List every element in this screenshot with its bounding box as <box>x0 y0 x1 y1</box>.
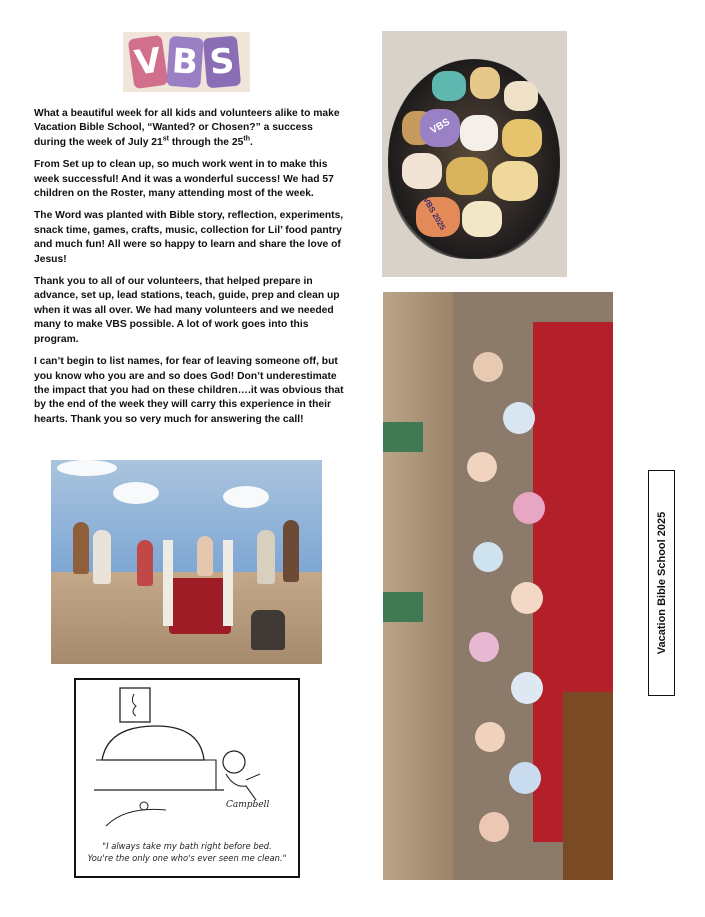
cookie <box>492 161 538 201</box>
child-figure <box>479 812 509 842</box>
cartoon-caption <box>76 840 298 864</box>
cookie <box>402 153 442 189</box>
white-drape <box>163 540 173 626</box>
paragraph-text: through the 25 <box>168 136 244 148</box>
paragraph-text: . <box>249 136 253 148</box>
paragraph-text: What a beautiful week for all kids and volunteers alike to make Vacation Bible School, “Wanted? or Chosen?” a success during the week of July 21 <box>34 108 340 148</box>
cookie-label: VBS <box>428 116 452 137</box>
child-figure <box>473 542 503 572</box>
child-figure <box>467 452 497 482</box>
person-figure <box>283 520 299 582</box>
logo-letter: S <box>203 36 241 89</box>
paragraph-intro <box>34 107 346 150</box>
child-figure <box>511 582 543 614</box>
cookie-tray-photo <box>382 31 567 277</box>
child-figure <box>503 402 535 434</box>
cookie <box>470 67 500 99</box>
child-figure <box>509 762 541 794</box>
green-banner <box>383 422 423 452</box>
cookie <box>446 157 488 195</box>
caption-line: "I always take my bath right before bed. <box>102 841 272 851</box>
ordinal-suffix: st <box>162 135 169 143</box>
sidebar-label-box <box>648 470 675 696</box>
wood-pulpit <box>563 692 613 880</box>
person-figure <box>197 536 213 576</box>
child-figure <box>473 352 503 382</box>
caption-line: You're the only one who's ever seen me clean." <box>87 853 287 863</box>
vbs-logo-image <box>123 32 250 92</box>
cookie <box>504 81 538 111</box>
child-figure <box>513 492 545 524</box>
backdrop-wall <box>51 460 322 572</box>
green-banner <box>383 592 423 622</box>
cloud-prop <box>223 486 269 508</box>
child-figure <box>475 722 505 752</box>
white-drape <box>223 540 233 626</box>
cookie-label: VBS 2025 <box>421 195 448 232</box>
paragraph-volunteers: Thank you to all of our volunteers, that helped prepare in advance, set up, lead stations, teach, guide, prep and clean up when it was all over. We had many volunteers and we needed many to make VBS possible. A lot of work goes into this program. <box>34 276 340 345</box>
article-body <box>34 107 346 435</box>
cookie <box>502 119 542 157</box>
logo-letter: V <box>128 35 169 89</box>
cartoon-panel <box>74 678 300 878</box>
child-figure <box>511 672 543 704</box>
cookie <box>432 71 466 101</box>
person-figure <box>137 540 153 586</box>
paragraph-word: The Word was planted with Bible story, reflection, experiments, snack time, games, crafts, music, collection for Lil’ food pantry and much fun! All were so happy to learn and share the love of Jesus! <box>34 210 344 265</box>
person-figure <box>73 522 89 574</box>
paragraph-thanks: I can’t begin to list names, for fear of leaving someone off, but you know who you are and so does God! Don’t underestimate the impact that you had on these children….it was obvious that by the end of the week they will carry this experience in their hearts. Thank you so very much for answering the call! <box>34 356 344 425</box>
sidebar-title: Vacation Bible School 2025 <box>655 511 668 655</box>
person-figure <box>257 530 275 584</box>
child-figure <box>469 632 499 662</box>
paragraph-setup: From Set up to clean up, so much work went in to make this week successful! And it was a wonderful success! We had 57 children on the Roster, many attending most of the week. <box>34 159 334 200</box>
group-photo <box>383 292 613 880</box>
cloud-prop <box>57 460 117 476</box>
person-figure <box>93 530 111 584</box>
stage-photo <box>51 460 322 664</box>
cloud-prop <box>113 482 159 504</box>
ordinal-suffix: th <box>243 135 250 143</box>
logo-letter: B <box>166 36 203 88</box>
red-altar <box>169 578 231 634</box>
cookie <box>460 115 498 151</box>
cartoon-signature: Campbell <box>226 800 270 810</box>
person-figure <box>251 610 285 650</box>
cookie <box>462 201 502 237</box>
church-wall <box>383 292 453 880</box>
